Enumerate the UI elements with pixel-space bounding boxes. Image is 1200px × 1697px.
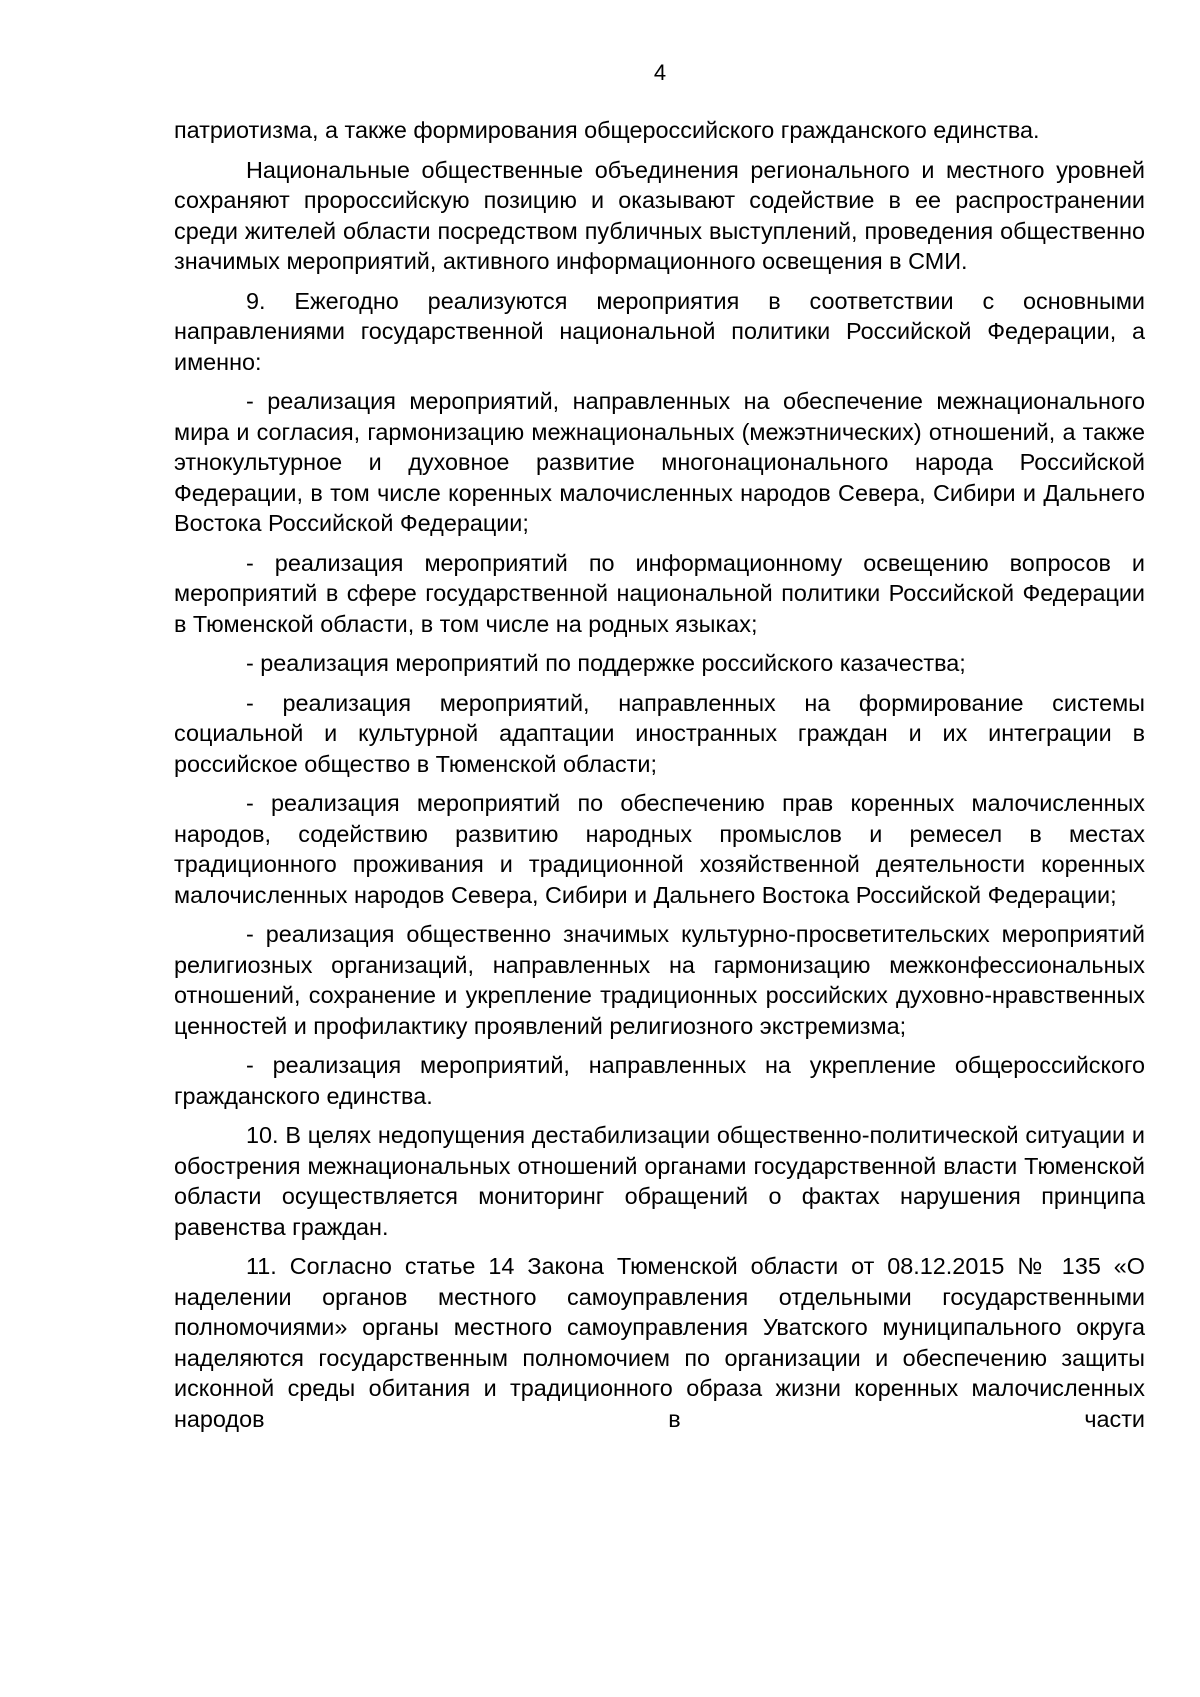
paragraph-item-10: 10. В целях недопущения дестабилизации общественно-политической ситуации и обострения межнациональных отношений органами государственной власти Тюменской области осуществляется мониторинг обращений о фактах нарушения принципа равенства граждан.: [174, 1122, 1145, 1240]
list-item-migrant-adaptation: - реализация мероприятий, направленных на формирование системы социальной и культурной адаптации иностранных граждан и их интеграции в российское общество в Тюменской области;: [174, 689, 1145, 777]
paragraph-continuation: патриотизма, а также формирования общероссийского гражданского единства.: [174, 117, 1040, 143]
list-item-cossacks-support: - реализация мероприятий по поддержке российского казачества;: [246, 650, 966, 676]
list-item-civic-unity: - реализация мероприятий, направленных на укрепление общероссийского гражданского единства.: [174, 1052, 1145, 1109]
document-body: [174, 115, 1145, 1434]
list-item-indigenous-rights: - реализация мероприятий по обеспечению прав коренных малочисленных народов, содействию развитию народных промыслов и ремесел в местах традиционного проживания и традиционной хозяйственной деятельности коренных малочисленных народов Севера, Сибири и Дальнего Востока Российской Федерации;: [174, 790, 1145, 908]
paragraph-national-associations: Национальные общественные объединения регионального и местного уровней сохраняют пророссийскую позицию и оказывают содействие в ее распространении среди жителей области посредством публичных выступлений, проведения общественно значимых мероприятий, активного информационного освещения в СМИ.: [174, 156, 1145, 274]
list-item-interethnic-peace: - реализация мероприятий, направленных на обеспечение межнационального мира и согласия, гармонизацию межнациональных (межэтнических) отношений, а также этнокультурное и духовное развитие многонационального народа Российской Федерации, в том числе коренных малочисленных народов Севера, Сибири и Дальнего Востока Российской Федерации;: [174, 388, 1145, 536]
list-item-information-coverage: - реализация мероприятий по информационному освещению вопросов и мероприятий в сфере государственной национальной политики Российской Федерации в Тюменской области, в том числе на родных языках;: [174, 549, 1145, 637]
paragraph-item-11: 11. Согласно статье 14 Закона Тюменской области от 08.12.2015 № 135 «О наделении органов местного самоуправления отдельными государственными полномочиями» органы местного самоуправления Уватского муниципального округа наделяются государственным полномочием по организации и обеспечению защиты исконной среды обитания и традиционного образа жизни коренных малочисленных народов в части: [174, 1253, 1145, 1432]
list-item-religious-organizations: - реализация общественно значимых культурно-просветительских мероприятий религиозных организаций, направленных на гармонизацию межконфессиональных отношений, сохранение и укрепление традиционных российских духовно-нравственных ценностей и профилактику проявлений религиозного экстремизма;: [174, 921, 1145, 1039]
paragraph-item-9: 9. Ежегодно реализуются мероприятия в соответствии с основными направлениями государственной национальной политики Российской Федерации, а именно:: [174, 287, 1145, 375]
page-number: 4: [653, 60, 667, 85]
